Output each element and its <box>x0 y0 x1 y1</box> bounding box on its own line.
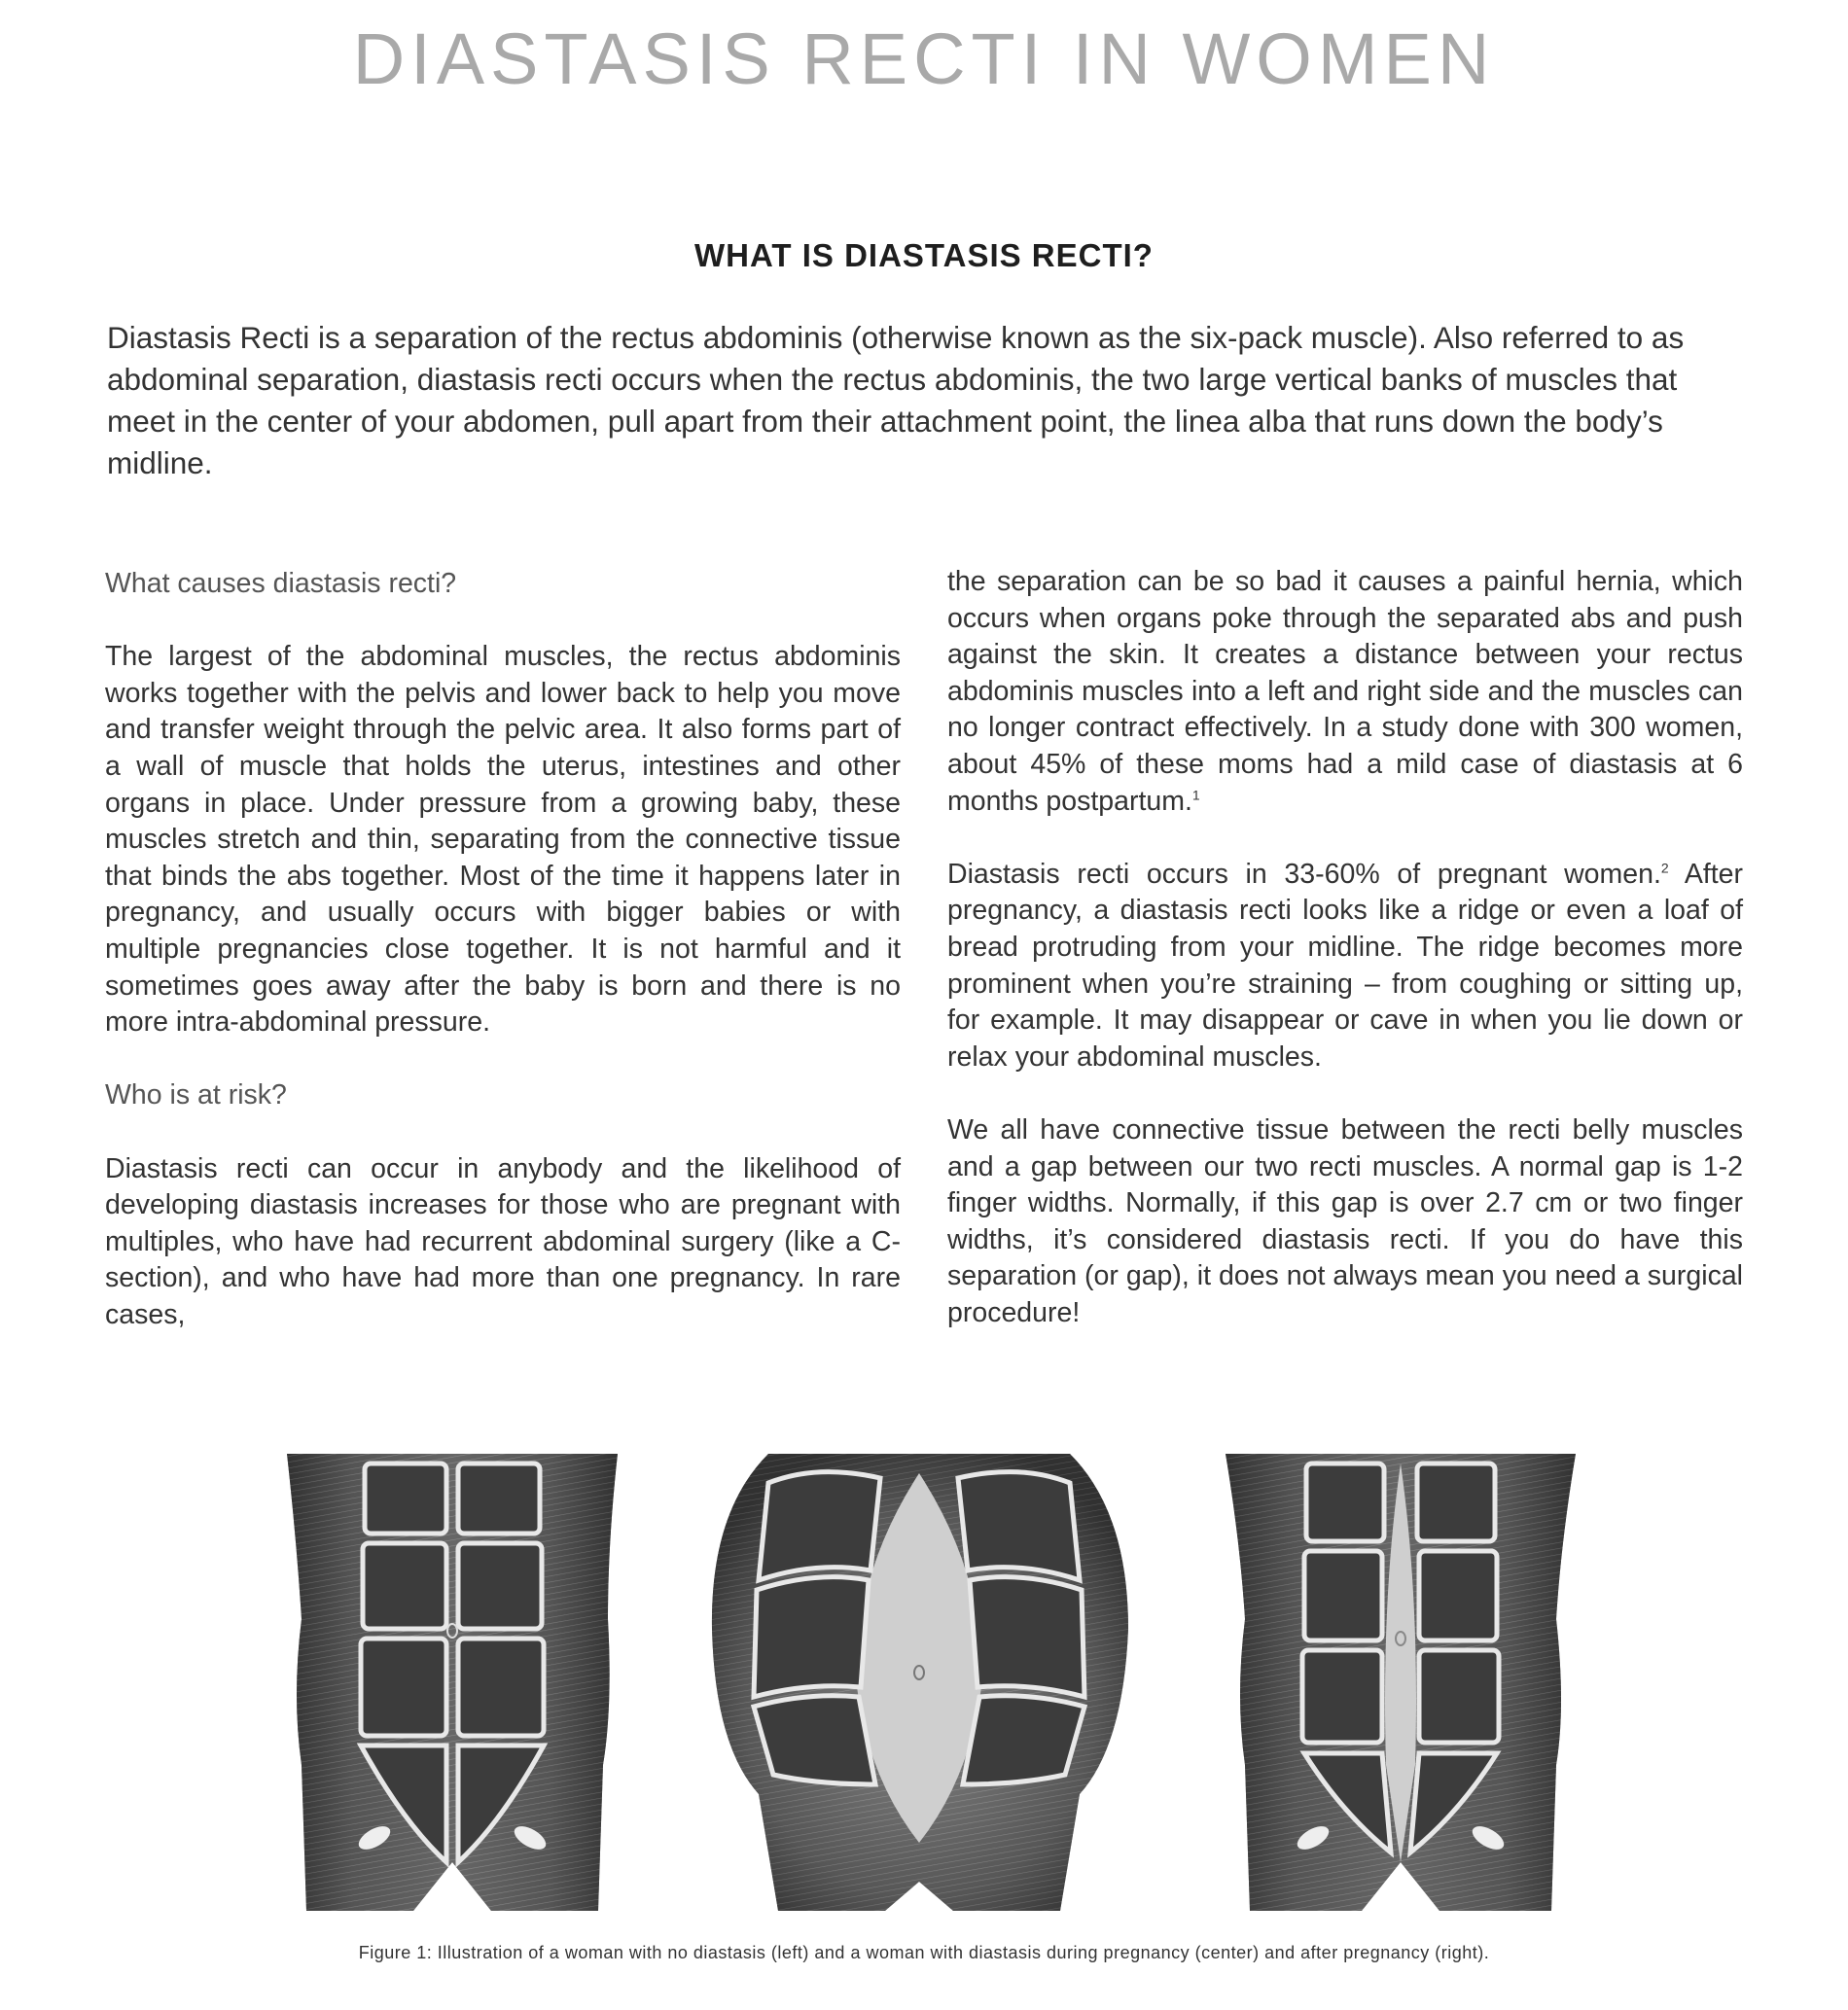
section-heading: WHAT IS DIASTASIS RECTI? <box>694 237 1154 273</box>
illustration-no-diastasis <box>267 1454 637 1911</box>
causes-heading: What causes diastasis recti? <box>105 568 457 599</box>
intro-paragraph: Diastasis Recti is a separation of the rectus abdominis (otherwise known as the six-pack muscle). Also referred to as abdominal separation, diastasis recti occurs when the rectus abdominis, the two large vertical banks of muscles that meet in the center of your abdomen, pull apart from their attachment point, the linea alba that runs down the body’s midline. <box>107 320 1685 480</box>
gap-paragraph: We all have connective tissue between the recti belly muscles and a gap between our two recti muscles. A normal gap is 1-2 finger widths. Normally, if this gap is over 2.7 cm or two finger widths, it’s considered diastasis recti. If you do have this separation (or gap), it does not always mean you need a surgical procedure! <box>947 1113 1743 1328</box>
illustration-diastasis-pregnancy <box>710 1454 1128 1911</box>
left-column <box>105 566 901 1333</box>
figure-illustrations <box>0 1454 1848 1911</box>
illustration-diastasis-after <box>1221 1454 1581 1911</box>
causes-paragraph: The largest of the abdominal muscles, the rectus abdominis works together with the pelvis and lower back to help you move and transfer weight through the pelvic area. It also forms part of a wall of muscle that holds the uterus, intestines and other organs in place. Under pressure from a growing baby, these muscles stretch and thin, separating from the connective tissue that binds the abs together. Most of the time it happens later in pregnancy, and usually occurs with bigger babies or with multiple pregnancies close together. It is not harmful and it sometimes goes away after the baby is born and there is no more intra-abdominal pressure. <box>105 641 901 1039</box>
hernia-paragraph <box>947 564 1743 820</box>
hernia-text: the separation can be so bad it causes a painful hernia, which occurs when organs poke through the separated abs and push against the skin. It creates a distance between your rectus abdominis muscles into a left and right side and the muscles can no longer contract effectively. In a study done with 300 women, about 45% of these moms had a mild case of diastasis at 6 months postpartum. <box>947 566 1743 817</box>
figure-caption: Figure 1: Illustration of a woman with no diastasis (left) and a woman with diastasis during pregnancy (center) and after pregnancy (right). <box>358 1943 1490 1962</box>
risk-heading: Who is at risk? <box>105 1079 287 1111</box>
risk-paragraph: Diastasis recti can occur in anybody and the likelihood of developing diastasis increases for those who are pregnant with multiples, who have had recurrent abdominal surgery (like a C-section), and who have had more than one pregnancy. In rare cases, <box>105 1152 901 1330</box>
prevalence-text: Diastasis recti occurs in 33-60% of pregnant women. <box>947 858 1661 890</box>
prevalence-paragraph <box>947 857 1743 1076</box>
reference-2: 2 <box>1660 860 1669 876</box>
right-column <box>947 564 1743 1331</box>
reference-1: 1 <box>1191 787 1200 803</box>
page-title: DIASTASIS RECTI IN WOMEN <box>352 18 1496 99</box>
ridge-text: After pregnancy, a diastasis recti looks like a ridge or even a loaf of bread protruding from your midline. The ridge becomes more prominent when you’re straining – from coughing or sitting up, for example. It may disappear or cave in when you lie down or relax your abdominal muscles. <box>947 858 1743 1073</box>
